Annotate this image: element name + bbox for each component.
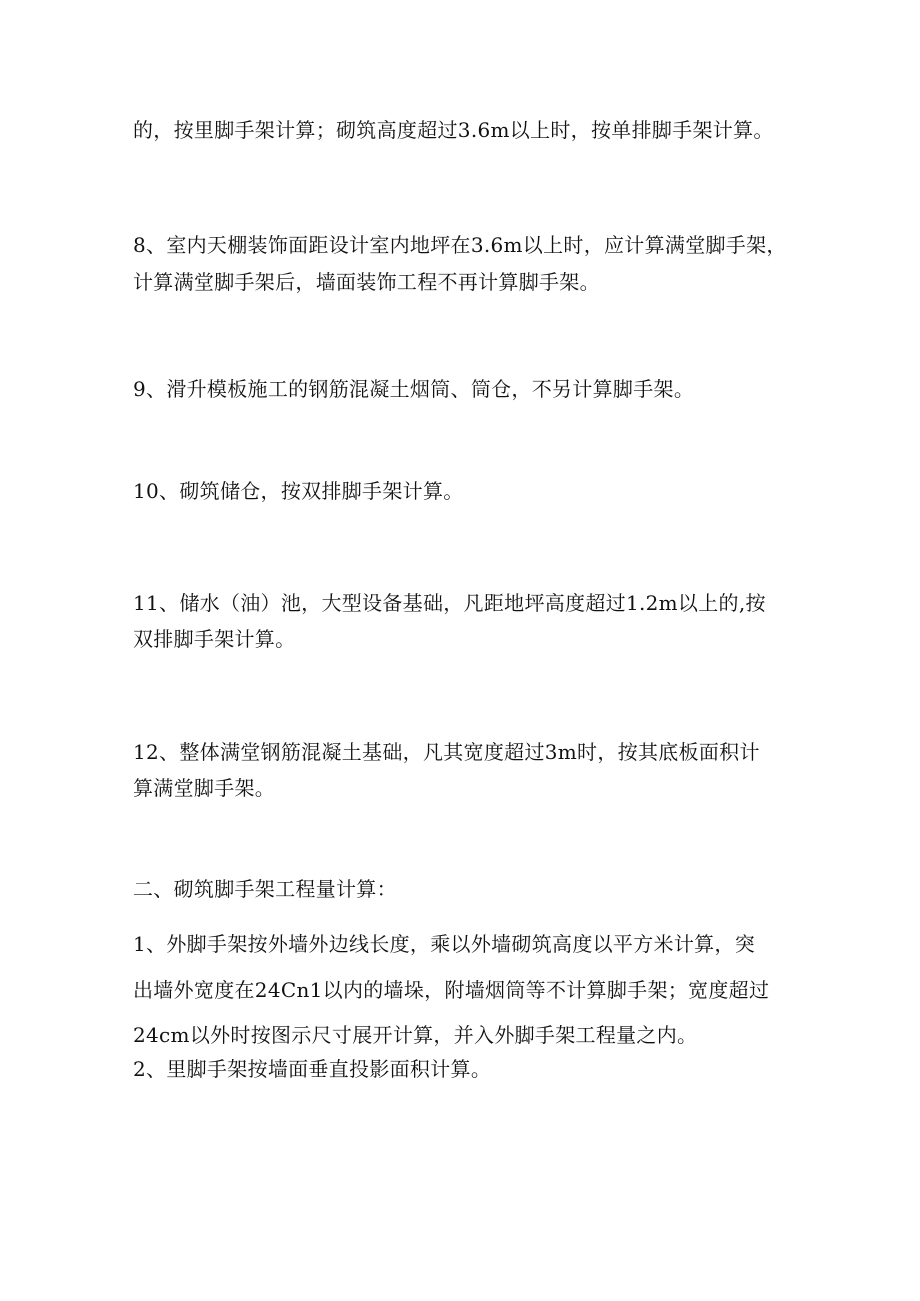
paragraph-line-2: 8、室内天棚装饰面距设计室内地坪在3.6m以上时，应计算满堂脚手架，: [133, 233, 787, 257]
paragraph-line-4: 9、滑升模板施工的钢筋混凝土烟筒、筒仓，不另计算脚手架。: [133, 377, 695, 401]
paragraph-line-7: 双排脚手架计算。: [133, 627, 296, 651]
paragraph-line-11: 1、外脚手架按外墙外边线长度，乘以外墙砌筑高度以平方米计算，突: [133, 932, 756, 956]
paragraph-line-9: 算满堂脚手架。: [133, 776, 276, 800]
paragraph-line-13: 24cm以外时按图示尺寸展开计算，并入外脚手架工程量之内。: [133, 1023, 698, 1047]
paragraph-line-14: 2、里脚手架按墙面垂直投影面积计算。: [133, 1057, 492, 1081]
paragraph-line-1: 的，按里脚手架计算；砌筑高度超过3.6m以上时，按单排脚手架计算。: [133, 118, 774, 142]
paragraph-line-8: 12、整体满堂钢筋混凝土基础，凡其宽度超过3m时，按其底板面积计: [133, 740, 760, 764]
paragraph-line-5: 10、砌筑储仓，按双排脚手架计算。: [133, 479, 464, 503]
paragraph-line-3: 计算满堂脚手架后，墙面装饰工程不再计算脚手架。: [133, 270, 600, 294]
paragraph-line-12: 出墙外宽度在24Cn1以内的墙垛，附墙烟筒等不计算脚手架；宽度超过: [133, 978, 770, 1002]
section-heading: 二、砌筑脚手架工程量计算：: [133, 877, 397, 901]
paragraph-line-6: 11、储水（油）池，大型设备基础，凡距地坪高度超过1.2m以上的,按: [133, 591, 766, 615]
